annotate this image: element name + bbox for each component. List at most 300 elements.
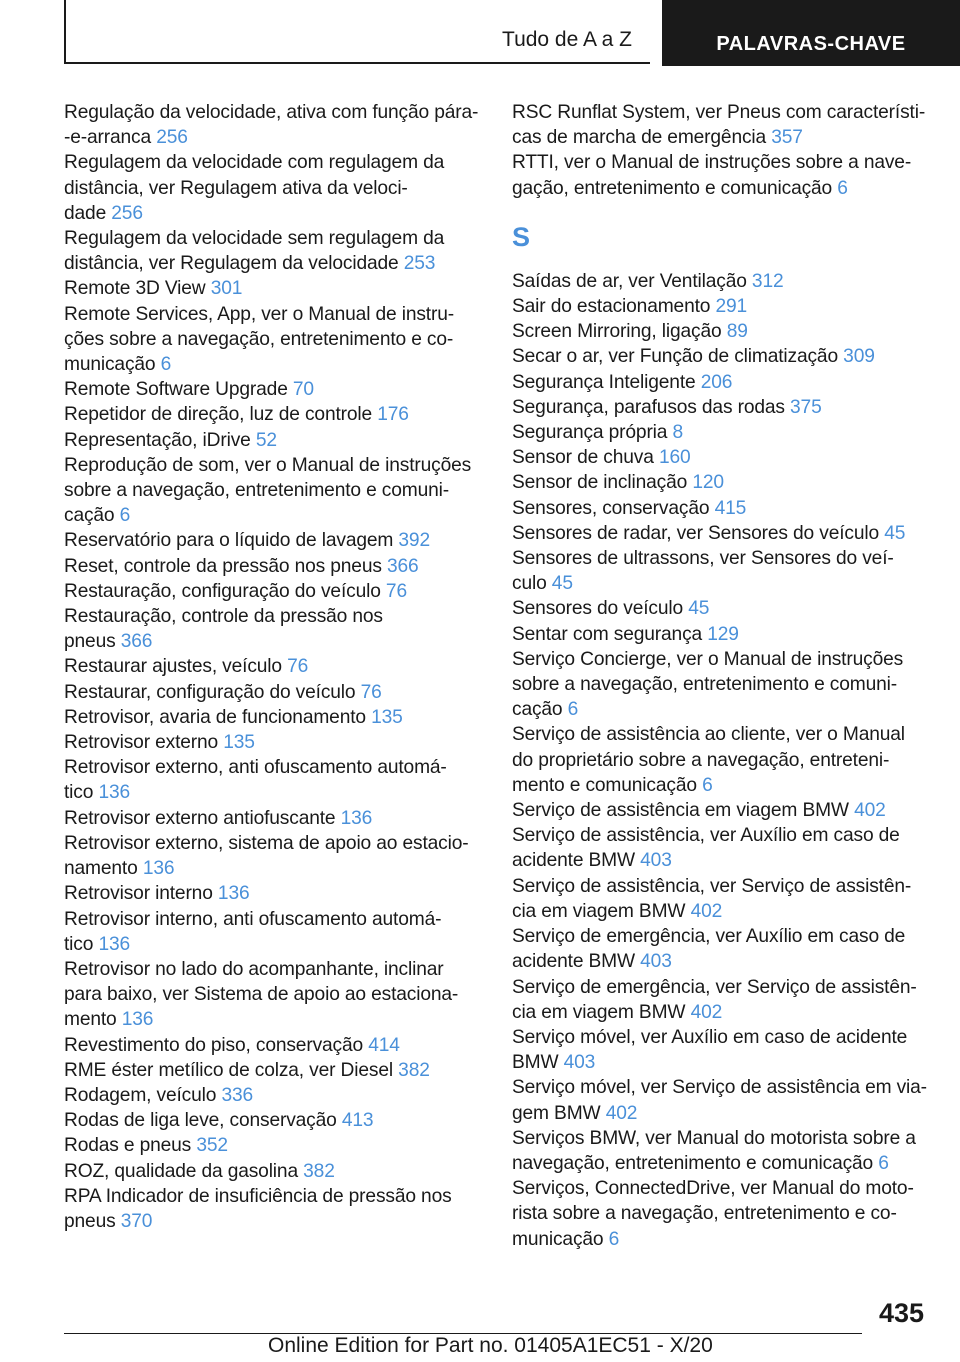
index-entry-term: Screen Mirroring, ligação bbox=[512, 321, 722, 343]
index-entry-term: Regulagem da velocidade com regulagem da bbox=[64, 152, 445, 174]
page-reference-link[interactable]: 382 bbox=[303, 1160, 335, 1182]
index-entry-text bbox=[64, 377, 482, 402]
index-entry-term: Retrovisor externo, anti ofuscamento automá- bbox=[64, 757, 447, 779]
index-entry bbox=[64, 755, 482, 805]
index-entry bbox=[512, 319, 930, 344]
index-entry bbox=[64, 680, 482, 705]
page-reference-link[interactable]: 402 bbox=[605, 1102, 638, 1124]
index-entry-term: Reservatório para o líquido de lavagem bbox=[64, 530, 394, 552]
index-entry-term: Segurança Inteligente bbox=[512, 371, 696, 393]
page-reference-link[interactable]: 403 bbox=[640, 850, 672, 872]
index-entry-text bbox=[512, 697, 930, 722]
index-entry-term: Serviço móvel, ver Serviço de assistência em via- bbox=[512, 1077, 927, 1099]
page-reference-link[interactable]: 375 bbox=[790, 396, 822, 418]
index-entry-text bbox=[64, 554, 482, 579]
index-entry-term: Serviços, ConnectedDrive, ver Manual do moto- bbox=[512, 1178, 914, 1200]
index-entry-text bbox=[64, 176, 482, 201]
index-entry-text bbox=[64, 201, 482, 226]
page-reference-link[interactable]: 45 bbox=[688, 598, 710, 620]
index-entry bbox=[512, 294, 930, 319]
index-entry-text bbox=[512, 1227, 930, 1252]
index-entry-text bbox=[64, 302, 482, 327]
index-entry-term: ções sobre a navegação, entretenimento e co- bbox=[64, 328, 454, 350]
index-entry-text bbox=[512, 975, 930, 1000]
page-reference-link[interactable]: 402 bbox=[690, 1001, 723, 1023]
index-entry-text bbox=[64, 579, 482, 604]
page-reference-link[interactable]: 136 bbox=[217, 883, 250, 905]
index-entry-text bbox=[64, 402, 482, 427]
index-entry-text bbox=[512, 899, 930, 924]
index-entry bbox=[64, 806, 482, 831]
index-entry-term: Rodas de liga leve, conservação bbox=[64, 1110, 337, 1132]
index-entry bbox=[64, 150, 482, 226]
index-entry bbox=[512, 344, 930, 369]
index-entry bbox=[64, 881, 482, 906]
index-entry-text bbox=[64, 907, 482, 932]
page-reference-link[interactable]: 312 bbox=[751, 270, 784, 292]
index-entry-text bbox=[512, 1050, 930, 1075]
index-entry-term: ROZ, qualidade da gasolina bbox=[64, 1160, 298, 1182]
index-entry bbox=[512, 596, 930, 621]
header-bottom-rule bbox=[64, 62, 650, 64]
index-entry-text bbox=[512, 596, 930, 621]
index-entry-text bbox=[512, 1101, 930, 1126]
index-entry-text bbox=[64, 806, 482, 831]
page-reference-link[interactable]: 403 bbox=[563, 1052, 596, 1074]
page-reference-link[interactable]: 6 bbox=[119, 505, 131, 527]
index-entry-term: Serviço de emergência, ver Auxílio em caso de bbox=[512, 926, 906, 948]
index-entry-term: Sair do estacionamento bbox=[512, 296, 711, 318]
page-reference-link[interactable]: 309 bbox=[843, 346, 875, 368]
index-entry-term: Segurança, parafusos das rodas bbox=[512, 396, 785, 418]
index-entry-text bbox=[64, 100, 482, 125]
index-entry bbox=[512, 445, 930, 470]
index-entry-term: Serviços BMW, ver Manual do motorista sobre a bbox=[512, 1127, 916, 1149]
page-reference-link[interactable]: 160 bbox=[658, 447, 691, 469]
page-reference-link[interactable]: 136 bbox=[142, 858, 175, 880]
index-entry bbox=[512, 823, 930, 873]
index-entry bbox=[512, 1075, 930, 1125]
index-entry-text bbox=[64, 856, 482, 881]
header-left-rule bbox=[64, 0, 66, 64]
index-entry-text bbox=[64, 881, 482, 906]
index-entry-text bbox=[64, 150, 482, 175]
index-entry-text bbox=[64, 226, 482, 251]
index-entry-term: navegação, entretenimento e comunicação bbox=[512, 1152, 874, 1174]
index-entry-term: Serviço de assistência ao cliente, ver o Manual bbox=[512, 724, 905, 746]
index-entry bbox=[64, 377, 482, 402]
section-letter-s: S bbox=[512, 221, 531, 252]
page-reference-link[interactable]: 6 bbox=[567, 699, 579, 721]
page-reference-link[interactable]: 136 bbox=[98, 782, 131, 804]
index-entry bbox=[512, 798, 930, 823]
index-entry-term: Reprodução de som, ver o Manual de instruções bbox=[64, 454, 472, 476]
index-entry-text bbox=[64, 680, 482, 705]
index-entry bbox=[512, 647, 930, 723]
index-entry-term: Representação, iDrive bbox=[64, 429, 251, 451]
index-entry-text bbox=[64, 1209, 482, 1234]
index-entry bbox=[512, 975, 930, 1025]
index-entry-text bbox=[512, 874, 930, 899]
index-entry-text bbox=[512, 748, 930, 773]
index-entry-text bbox=[512, 1176, 930, 1201]
index-entry-text bbox=[64, 1133, 482, 1158]
index-entry-term: Retrovisor interno bbox=[64, 883, 213, 905]
index-entry-text bbox=[512, 496, 930, 521]
index-entry bbox=[64, 907, 482, 957]
index-entry-text bbox=[64, 831, 482, 856]
index-entry-text bbox=[512, 1075, 930, 1100]
index-entry-text bbox=[512, 294, 930, 319]
index-entry-term: Saídas de ar, ver Ventilação bbox=[512, 270, 747, 292]
index-entry-term: Sensores de radar, ver Sensores do veículo bbox=[512, 522, 880, 544]
index-entry-text bbox=[64, 755, 482, 780]
index-entry bbox=[64, 226, 482, 276]
page-reference-link[interactable]: 291 bbox=[715, 296, 748, 318]
index-entry-term: cia em viagem BMW bbox=[512, 1001, 686, 1023]
page-reference-link[interactable]: 382 bbox=[398, 1059, 430, 1081]
index-entry-term: Retrovisor externo bbox=[64, 732, 219, 754]
index-entry-text bbox=[512, 622, 930, 647]
index-entry-term: distância, ver Regulagem da velocidade bbox=[64, 253, 399, 275]
index-entry bbox=[512, 470, 930, 495]
index-entry-text bbox=[512, 1151, 930, 1176]
page-reference-link[interactable]: 6 bbox=[837, 177, 848, 199]
index-entry-term: Segurança própria bbox=[512, 422, 668, 444]
index-entry bbox=[512, 722, 930, 798]
index-entry-text bbox=[64, 1033, 482, 1058]
index-entry-term: Retrovisor externo antiofuscante bbox=[64, 807, 336, 829]
page-reference-link[interactable]: 6 bbox=[160, 354, 172, 376]
index-entry bbox=[64, 1133, 482, 1158]
index-entry-term: tico bbox=[64, 782, 94, 804]
page-reference-link[interactable]: 403 bbox=[640, 951, 672, 973]
index-entry-text bbox=[512, 647, 930, 672]
page-reference-link[interactable]: 413 bbox=[341, 1110, 374, 1132]
index-entry-term: Sensor de inclinação bbox=[512, 472, 688, 494]
index-entry bbox=[64, 302, 482, 378]
page-reference-link[interactable]: 136 bbox=[340, 807, 373, 829]
index-entry-term: Serviço de assistência em viagem BMW bbox=[512, 800, 849, 822]
index-entry-term: Restaurar, configuração do veículo bbox=[64, 681, 356, 703]
page-reference-link[interactable]: 366 bbox=[120, 631, 153, 653]
index-entry-text bbox=[512, 370, 930, 395]
page-reference-link[interactable]: 136 bbox=[121, 1009, 154, 1031]
page-reference-link[interactable]: 6 bbox=[878, 1152, 889, 1174]
index-entry-term: cas de marcha de emergência bbox=[512, 127, 767, 149]
index-entry-text bbox=[512, 319, 930, 344]
index-entry-text bbox=[512, 949, 930, 974]
index-entry-text bbox=[512, 420, 930, 445]
index-entry-term: distância, ver Regulagem ativa da veloci- bbox=[64, 177, 408, 199]
index-entry-text bbox=[512, 1000, 930, 1025]
index-entry bbox=[64, 1058, 482, 1083]
index-entry-text bbox=[64, 503, 482, 528]
index-entry-text bbox=[512, 445, 930, 470]
index-entry-term: cia em viagem BMW bbox=[512, 900, 686, 922]
index-entry-term: municação bbox=[64, 354, 156, 376]
index-entry-term: cação bbox=[512, 699, 563, 721]
index-entry bbox=[64, 276, 482, 301]
page-reference-link[interactable]: 402 bbox=[690, 900, 723, 922]
page-reference-link[interactable]: 366 bbox=[386, 555, 419, 577]
page-reference-link[interactable]: 336 bbox=[221, 1084, 254, 1106]
index-entry bbox=[512, 622, 930, 647]
index-entry-text bbox=[64, 428, 482, 453]
index-entry-text bbox=[512, 521, 930, 546]
index-entry bbox=[64, 1159, 482, 1184]
index-entry-term: tico bbox=[64, 933, 94, 955]
page-reference-link[interactable]: 129 bbox=[707, 623, 739, 645]
index-group-s bbox=[512, 269, 930, 1252]
index-entry-text bbox=[512, 798, 930, 823]
index-entry-term: mento e comunicação bbox=[512, 774, 697, 796]
index-entry-text bbox=[512, 269, 930, 294]
page-reference-link[interactable]: 120 bbox=[692, 472, 724, 494]
index-entry bbox=[64, 654, 482, 679]
index-entry-term: Repetidor de direção, luz de controle bbox=[64, 404, 373, 426]
index-entry bbox=[64, 957, 482, 1033]
index-entry bbox=[64, 1184, 482, 1234]
page-reference-link[interactable]: 6 bbox=[608, 1228, 620, 1250]
index-entry-text bbox=[512, 848, 930, 873]
index-entry-term: -e-arranca bbox=[64, 127, 152, 149]
page-reference-link[interactable]: 415 bbox=[714, 497, 747, 519]
index-entry bbox=[512, 150, 930, 200]
index-entry-term: Remote Services, App, ver o Manual de instru- bbox=[64, 303, 454, 325]
index-entry bbox=[512, 1025, 930, 1075]
index-entry-term: gação, entretenimento e comunicação bbox=[512, 177, 833, 199]
index-entry-text bbox=[64, 604, 482, 629]
index-entry-text bbox=[512, 1126, 930, 1151]
page-reference-link[interactable]: 135 bbox=[371, 706, 403, 728]
index-entry-term: RTTI, ver o Manual de instruções sobre a nave- bbox=[512, 152, 912, 174]
index-entry-text bbox=[64, 1108, 482, 1133]
index-entry-text bbox=[512, 722, 930, 747]
index-entry-term: acidente BMW bbox=[512, 850, 635, 872]
index-entry-term: Serviço Concierge, ver o Manual de instruções bbox=[512, 648, 904, 670]
index-entry bbox=[64, 831, 482, 881]
index-entry-term: Sensor de chuva bbox=[512, 447, 654, 469]
index-entry-text bbox=[64, 705, 482, 730]
index-entry bbox=[64, 528, 482, 553]
page-reference-link[interactable]: 256 bbox=[111, 202, 143, 224]
index-entry-text bbox=[64, 251, 482, 276]
index-entry-term: Secar o ar, ver Função de climatização bbox=[512, 346, 838, 368]
index-entry-term: Sentar com segurança bbox=[512, 623, 703, 645]
section-title: Tudo de A a Z bbox=[502, 28, 632, 51]
index-entry-term: Remote Software Upgrade bbox=[64, 379, 288, 401]
index-entry bbox=[64, 100, 482, 150]
index-column-right bbox=[512, 100, 930, 1252]
page-reference-link[interactable]: 402 bbox=[854, 800, 886, 822]
page-reference-link[interactable]: 8 bbox=[672, 422, 684, 444]
index-entry-text bbox=[64, 327, 482, 352]
index-entry-text bbox=[512, 823, 930, 848]
index-entry bbox=[64, 402, 482, 427]
index-entry-text bbox=[512, 546, 930, 571]
index-entry-text bbox=[512, 1025, 930, 1050]
index-entry bbox=[512, 269, 930, 294]
index-entry bbox=[512, 100, 930, 150]
index-entry bbox=[512, 874, 930, 924]
index-entry-term: mento bbox=[64, 1009, 117, 1031]
index-entry-text bbox=[64, 1007, 482, 1032]
index-entry-text bbox=[512, 176, 930, 201]
index-entry-term: pneus bbox=[64, 631, 116, 653]
index-entry-term: RME éster metílico de colza, ver Diesel bbox=[64, 1059, 393, 1081]
index-entry-term: RPA Indicador de insuficiência de pressão nos bbox=[64, 1185, 452, 1207]
page-reference-link[interactable]: 357 bbox=[771, 127, 803, 149]
page-reference-link[interactable]: 392 bbox=[398, 530, 430, 552]
index-entry bbox=[512, 395, 930, 420]
index-entry-term: pneus bbox=[64, 1210, 116, 1232]
index-entry-term: Retrovisor, avaria de funcionamento bbox=[64, 706, 366, 728]
index-entry-term: Serviço de assistência, ver Auxílio em caso de bbox=[512, 825, 900, 847]
index-entry bbox=[512, 521, 930, 546]
index-entry-text bbox=[64, 629, 482, 654]
index-column-left bbox=[64, 100, 482, 1234]
index-entry-text bbox=[64, 957, 482, 982]
footer-edition-text: Online Edition for Part no. 01405A1EC51 - X/20 bbox=[268, 1334, 713, 1357]
page-reference-link[interactable]: 45 bbox=[551, 573, 573, 595]
page-reference-link[interactable]: 6 bbox=[702, 774, 713, 796]
page-reference-link[interactable]: 76 bbox=[360, 681, 382, 703]
index-entry-term: Restaurar ajustes, veículo bbox=[64, 656, 282, 678]
index-entry bbox=[64, 604, 482, 654]
index-entry-term: Rodagem, veículo bbox=[64, 1084, 217, 1106]
page-reference-link[interactable]: 256 bbox=[156, 127, 188, 149]
index-entry-term: municação bbox=[512, 1228, 604, 1250]
index-entry bbox=[64, 1033, 482, 1058]
index-entry-term: sobre a navegação, entretenimento e comuni- bbox=[512, 674, 898, 696]
index-entry bbox=[64, 1083, 482, 1108]
index-entry bbox=[64, 453, 482, 529]
index-entry-term: namento bbox=[64, 858, 138, 880]
index-entry-text bbox=[64, 1184, 482, 1209]
index-entry-term: rista sobre a navegação, entretenimento e co- bbox=[512, 1203, 897, 1225]
index-entry-text bbox=[512, 470, 930, 495]
index-entry bbox=[512, 924, 930, 974]
index-entry-term: Rodas e pneus bbox=[64, 1135, 192, 1157]
index-entry-term: Serviço de emergência, ver Serviço de assistên- bbox=[512, 976, 917, 998]
index-entry-text bbox=[512, 125, 930, 150]
index-entry-text bbox=[512, 150, 930, 175]
index-entry bbox=[512, 546, 930, 596]
index-entry bbox=[64, 705, 482, 730]
index-entry-text bbox=[64, 352, 482, 377]
index-entry-term: Serviço móvel, ver Auxílio em caso de acidente bbox=[512, 1026, 908, 1048]
index-entry-text bbox=[512, 395, 930, 420]
index-entry bbox=[64, 428, 482, 453]
index-entry-term: do proprietário sobre a navegação, entreteni- bbox=[512, 749, 890, 771]
index-entry-text bbox=[64, 730, 482, 755]
index-entry-term: acidente BMW bbox=[512, 951, 635, 973]
page-reference-link[interactable]: 370 bbox=[120, 1210, 153, 1232]
index-entry-text bbox=[64, 478, 482, 503]
index-group-r bbox=[512, 100, 930, 201]
index-entry-term: Serviço de assistência, ver Serviço de assistên- bbox=[512, 875, 912, 897]
index-entry bbox=[64, 554, 482, 579]
index-entry bbox=[512, 1126, 930, 1176]
page-reference-link[interactable]: 76 bbox=[287, 656, 309, 678]
index-entry-text bbox=[64, 780, 482, 805]
index-entry-term: para baixo, ver Sistema de apoio ao estaciona- bbox=[64, 984, 459, 1006]
page-reference-link[interactable]: 135 bbox=[223, 732, 255, 754]
index-entry bbox=[64, 579, 482, 604]
index-entry bbox=[64, 1108, 482, 1133]
index-entry bbox=[512, 496, 930, 521]
index-entry-text bbox=[512, 924, 930, 949]
index-entry-term: BMW bbox=[512, 1052, 559, 1074]
index-entry-text bbox=[64, 982, 482, 1007]
page-reference-link[interactable]: 352 bbox=[196, 1135, 228, 1157]
index-entry-text bbox=[64, 528, 482, 553]
index-entry bbox=[64, 730, 482, 755]
index-entry bbox=[512, 420, 930, 445]
page-reference-link[interactable]: 70 bbox=[292, 379, 314, 401]
index-entry-text bbox=[64, 453, 482, 478]
page-reference-link[interactable]: 89 bbox=[726, 321, 748, 343]
page-reference-link[interactable]: 76 bbox=[385, 580, 407, 602]
index-entry-text bbox=[64, 932, 482, 957]
index-entry-term: Regulagem da velocidade sem regulagem da bbox=[64, 228, 445, 250]
page-reference-link[interactable]: 176 bbox=[377, 404, 409, 426]
page-reference-link[interactable]: 136 bbox=[98, 933, 131, 955]
index-entry-term: Restauração, configuração do veículo bbox=[64, 580, 381, 602]
page-number: 435 bbox=[878, 1298, 924, 1328]
index-entry-term: Retrovisor externo, sistema de apoio ao estacio- bbox=[64, 832, 469, 854]
index-entry-term: sobre a navegação, entretenimento e comuni- bbox=[64, 480, 450, 502]
index-entry-term: gem BMW bbox=[512, 1102, 601, 1124]
page-reference-link[interactable]: 45 bbox=[884, 522, 906, 544]
index-entry-text bbox=[512, 672, 930, 697]
index-entry-text bbox=[512, 100, 930, 125]
index-entry-term: Revestimento do piso, conservação bbox=[64, 1034, 364, 1056]
index-entry-term: Restauração, controle da pressão nos bbox=[64, 606, 383, 628]
index-entry-term: Remote 3D View bbox=[64, 278, 206, 300]
index-entry-term: dade bbox=[64, 202, 107, 224]
index-entry-text bbox=[512, 344, 930, 369]
index-entry-term: Regulação da velocidade, ativa com função pára- bbox=[64, 102, 479, 123]
index-entry-text bbox=[512, 571, 930, 596]
index-entry-term: Retrovisor no lado do acompanhante, inclinar bbox=[64, 958, 444, 980]
index-entry-text bbox=[64, 125, 482, 150]
page-reference-link[interactable]: 414 bbox=[368, 1034, 400, 1056]
index-entry-term: RSC Runflat System, ver Pneus com característi- bbox=[512, 102, 926, 123]
index-entry-text bbox=[64, 276, 482, 301]
page-reference-link[interactable]: 206 bbox=[700, 371, 733, 393]
index-entry bbox=[512, 370, 930, 395]
index-entry bbox=[512, 1176, 930, 1252]
index-entry-term: culo bbox=[512, 573, 547, 595]
index-entry-text bbox=[512, 773, 930, 798]
index-entry-term: Reset, controle da pressão nos pneus bbox=[64, 555, 382, 577]
index-entry-term: cação bbox=[64, 505, 115, 527]
page-reference-link[interactable]: 52 bbox=[255, 429, 277, 451]
index-entry-text bbox=[64, 1159, 482, 1184]
index-entry-term: Sensores, conservação bbox=[512, 497, 710, 519]
index-entry-text bbox=[64, 654, 482, 679]
page-reference-link[interactable]: 253 bbox=[403, 253, 436, 275]
index-entry-term: Retrovisor interno, anti ofuscamento automá- bbox=[64, 908, 442, 930]
index-entry-text bbox=[64, 1058, 482, 1083]
index-entry-text bbox=[64, 1083, 482, 1108]
index-entry-term: Sensores de ultrassons, ver Sensores do veí- bbox=[512, 548, 894, 570]
page-reference-link[interactable]: 301 bbox=[210, 278, 243, 300]
keywords-tab[interactable]: PALAVRAS-CHAVE bbox=[662, 0, 960, 66]
index-entry-term: Sensores do veículo bbox=[512, 598, 684, 620]
